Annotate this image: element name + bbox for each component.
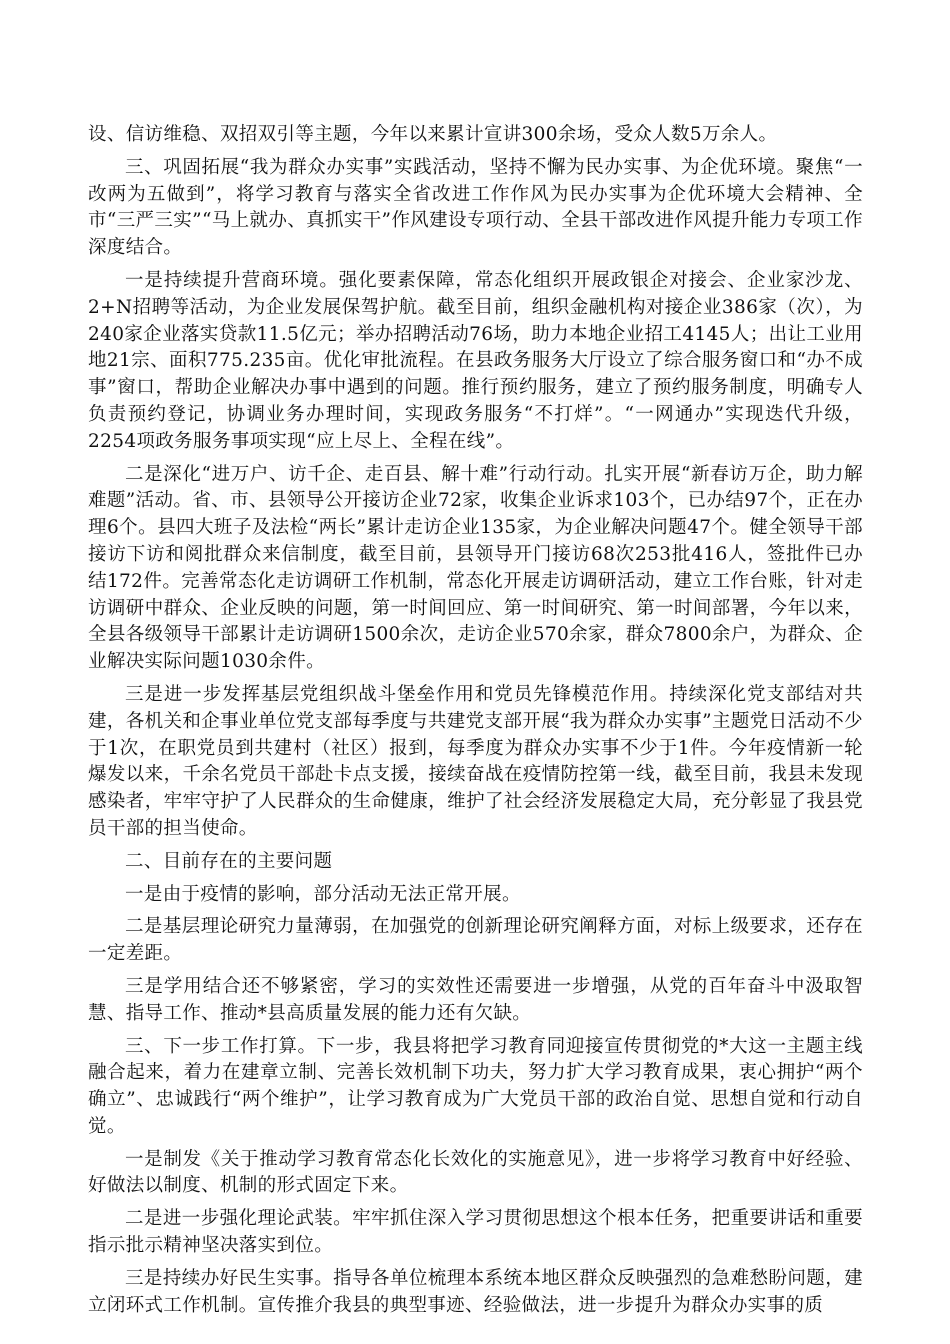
paragraph-party-organization: 三是进一步发挥基层党组织战斗堡垒作用和党员先锋模范作用。持续深化党支部结对共建，各机关和企事业单位党支部每季度与共建党支部开展“我为群众办实事”主题党日活动不少于1次，在职党员到共建村（社区）报到，每季度为群众办实事不少于1件。今年疫情新一轮爆发以来，千余名党员干部赴卡点支援，接续奋战在疫情防控第一线，截至目前，我县未发现感染者，牢牢守护了人民群众的生命健康，维护了社会经济发展稳定大局，充分彰显了我县党员干部的担当使命。 bbox=[88, 683, 863, 839]
document-body bbox=[88, 122, 863, 1325]
paragraph-next-step-two: 二是进一步强化理论武装。牢牢抓住深入学习贯彻思想这个根本任务，把重要讲话和重要指示批示精神坚决落实到位。 bbox=[88, 1208, 863, 1257]
section-heading-problems: 二、目前存在的主要问题 bbox=[125, 850, 333, 872]
paragraph-visits-action: 二是深化“进万户、访千企、走百县、解十难”行动行动。扎实开展“新春访万企，助力解难题”活动。省、市、县领导公开接访企业72家，收集企业诉求103个，已办结97个，正在办理6个。县四大班子及法检“两长”累计走访企业135家，为企业解决问题47个。健全领导干部接访下访和阅批群众来信制度，截至目前，县领导开门接访68次253批416人，签批件已办结172件。完善常态化走访调研工作机制，常态化开展走访调研活动，建立工作台账，针对走访调研中群众、企业反映的问题，第一时间回应、第一时间研究、第一时间部署，今年以来，全县各级领导干部累计走访调研1500余次，走访企业570余家，群众7800余户，为群众、企业解决实际问题1030余件。 bbox=[88, 463, 863, 673]
paragraph-problem-two: 二是基层理论研究力量薄弱，在加强党的创新理论研究阐释方面，对标上级要求，还存在一定差距。 bbox=[88, 916, 863, 965]
paragraph-problem-three: 三是学用结合还不够紧密，学习的实效性还需要进一步增强，从党的百年奋斗中汲取智慧、指导工作、推动*县高质量发展的能力还有欠缺。 bbox=[88, 975, 863, 1024]
paragraph-section-three-heading: 三、巩固拓展“我为群众办实事”实践活动，坚持不懈为民办实事、为企优环境。聚焦“一改两为五做到”，将学习教育与落实全省改进工作作风为民办实事为企优环境大会精神、全市“三严三实”“马上就办、真抓实干”作风建设专项行动、全县干部改进作风提升能力专项工作深度结合。 bbox=[88, 156, 863, 259]
paragraph-next-step-three: 三是持续办好民生实事。指导各单位梳理本系统本地区群众反映强烈的急难愁盼问题，建立闭环式工作机制。宣传推介我县的典型事迹、经验做法，进一步提升为群众办实事的质 bbox=[88, 1267, 863, 1316]
paragraph-next-steps: 三、下一步工作打算。下一步，我县将把学习教育同迎接宣传贯彻党的*大这一主题主线融合起来，着力在建章立制、完善长效机制下功夫，努力扩大学习教育成果，衷心拥护“两个确立”、忠诚践行“两个维护”，让学习教育成为广大党员干部的政治自觉、思想自觉和行动自觉。 bbox=[88, 1035, 863, 1137]
paragraph-problem-one: 一是由于疫情的影响，部分活动无法正常开展。 bbox=[125, 883, 521, 905]
paragraph-next-step-one: 一是制发《关于推动学习教育常态化长效化的实施意见》，进一步将学习教育中好经验、好做法以制度、机制的形式固定下来。 bbox=[88, 1148, 863, 1197]
paragraph-business-environment: 一是持续提升营商环境。强化要素保障，常态化组织开展政银企对接会、企业家沙龙、2+N招聘等活动，为企业发展保驾护航。截至目前，组织金融机构对接企业386家（次），为240家企业落实贷款11.5亿元；举办招聘活动76场，助力本地企业招工4145人；出让工业用地21宗、面积775.235亩。优化审批流程。在县政务服务大厅设立了综合服务窗口和“办不成事”窗口，帮助企业解决办事中遇到的问题。推行预约服务，建立了预约服务制度，明确专人负责预约登记，协调业务办理时间，实现政务服务“不打烊”。“一网通办”实现迭代升级，2254项政务服务事项实现“应上尽上、全程在线”。 bbox=[88, 269, 863, 452]
paragraph-continuation: 设、信访维稳、双招双引等主题，今年以来累计宣讲300余场，受众人数5万余人。 bbox=[88, 124, 778, 145]
